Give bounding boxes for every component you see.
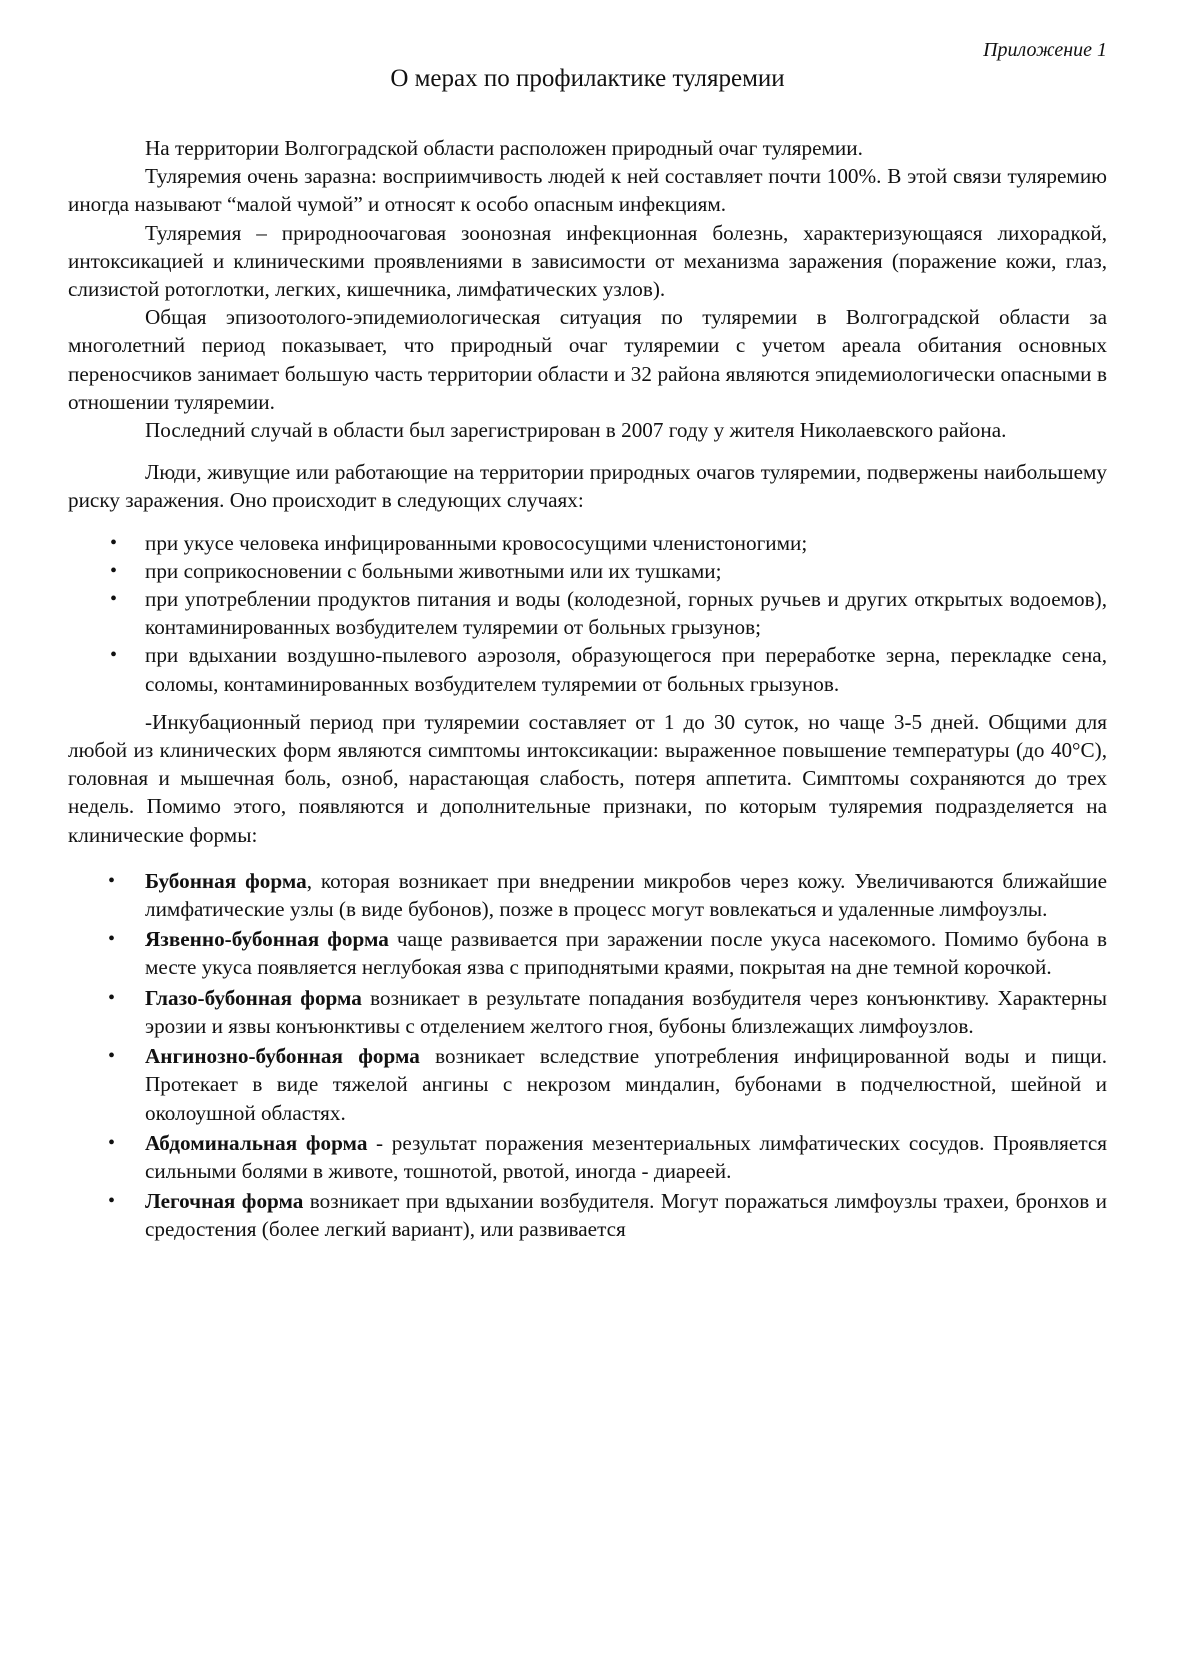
form-term: Абдоминальная форма: [145, 1130, 368, 1155]
form-term: Легочная форма: [145, 1189, 304, 1214]
form-description: - результат поражения мезентериальных лимфатических сосудов. Проявляется сильными болями в животе, тошнотой, рвотой, иногда - диареей.: [145, 1130, 1107, 1183]
bullet-icon: •: [110, 531, 118, 554]
bullet-icon: •: [110, 644, 118, 667]
intro-paragraph-2: Туляремия очень заразна: восприимчивость людей к ней составляет почти 100%. В этой связи туляремию иногда называют “малой чумой” и относят к особо опасным инфекциям.: [68, 164, 1107, 217]
document-title: О мерах по профилактике туляремии: [390, 65, 785, 92]
form-description: чаще развивается при заражении после укуса насекомого. Помимо бубона в месте укуса появляется неглубокая язва с приподнятыми краями, покрытая на дне темной корочкой.: [145, 927, 1107, 980]
clinical-forms-list: [68, 867, 1107, 1244]
bullet-icon: •: [108, 928, 116, 951]
list-item: [68, 925, 1107, 981]
form-term: Глазо-бубонная форма: [145, 985, 362, 1010]
list-item-text: при употреблении продуктов питания и воды (колодезной, горных ручьев и других открытых водоемов), контаминированных возбудителем туляремии от больных грызунов;: [145, 587, 1107, 640]
appendix-label: Приложение 1: [983, 39, 1107, 61]
list-item: [68, 1042, 1107, 1127]
bullet-icon: •: [110, 559, 118, 582]
bullet-icon: •: [108, 1131, 116, 1154]
bullet-icon: •: [108, 1190, 116, 1213]
intro-paragraph-1: На территории Волгоградской области расположен природный очаг туляремии.: [145, 136, 863, 160]
risk-paragraph: Люди, живущие или работающие на территории природных очагов туляремии, подвержены наибольшему риску заражения. Оно происходит в следующих случаях:: [68, 460, 1107, 513]
bullet-icon: •: [108, 869, 116, 892]
form-description: возникает при вдыхании возбудителя. Могут поражаться лимфоузлы трахеи, бронхов и средостения (более легкий вариант), или развивается: [145, 1189, 1107, 1242]
form-term: Ангинозно-бубонная форма: [145, 1044, 420, 1069]
list-item: [68, 529, 1107, 557]
form-description: возникает вследствие употребления инфицированной воды и пищи. Протекает в виде тяжелой ангины с некрозом миндалин, бубонами в подчелюстной, шейной и околоушной областях.: [145, 1044, 1108, 1125]
form-description: возникает в результате попадания возбудителя через конъюнктиву. Характерны эрозии и язвы конъюнктивы с отделением желтого гноя, бубоны близлежащих лимфоузлов.: [145, 985, 1107, 1038]
bullet-icon: •: [110, 588, 118, 611]
bullet-icon: •: [108, 986, 116, 1009]
infection-routes-list: [68, 529, 1107, 698]
list-item: [68, 585, 1107, 641]
list-item: [68, 1129, 1107, 1185]
bullet-icon: •: [108, 1045, 116, 1068]
form-description: , которая возникает при внедрении микробов через кожу. Увеличиваются ближайшие лимфатические узлы (в виде бубонов), позже в процесс могут вовлекаться и удаленные лимфоузлы.: [145, 868, 1107, 922]
list-item-text: при вдыхании воздушно-пылевого аэрозоля, образующегося при переработке зерна, перекладке сена, соломы, контаминированных возбудителем туляремии от больных грызунов.: [145, 643, 1107, 696]
incubation-paragraph: -Инкубационный период при туляремии составляет от 1 до 30 суток, но чаще 3-5 дней. Общими для любой из клинических форм являются симптомы интоксикации: выраженное повышение температуры (до 40°С), головная и мышечная боль, озноб, нарастающая слабость, потеря аппетита. Симптомы сохраняются до трех недель. Помимо этого, появляются и дополнительные признаки, по которым туляремия подразделяется на клинические формы:: [68, 709, 1107, 847]
list-item: [68, 1187, 1107, 1243]
list-item: [68, 867, 1107, 923]
document-body: [68, 134, 1107, 1254]
intro-paragraph-4: Общая эпизоотолого-эпидемиологическая ситуация по туляремии в Волгоградской области за многолетний период показывает, что природный очаг туляремии с учетом ареала обитания основных переносчиков занимает большую часть территории области и 32 района являются эпидемиологически опасными в отношении туляремии.: [68, 305, 1107, 414]
list-item-text: при укусе человека инфицированными кровососущими членистоногими;: [145, 530, 808, 555]
list-item: [68, 557, 1107, 585]
form-term: Язвенно-бубонная форма: [145, 927, 389, 952]
list-item: [68, 641, 1107, 697]
form-term: Бубонная форма: [145, 868, 307, 893]
intro-paragraph-5: Последний случай в области был зарегистрирован в 2007 году у жителя Николаевского района.: [145, 418, 1007, 443]
list-item: [68, 984, 1107, 1040]
intro-paragraph-3: Туляремия – природноочаговая зоонозная инфекционная болезнь, характеризующаяся лихорадкой, интоксикацией и клиническими проявлениями в зависимости от механизма заражения (поражение кожи, глаз, слизистой ротоглотки, легких, кишечника, лимфатических узлов).: [68, 220, 1107, 302]
list-item-text: при соприкосновении с больными животными или их тушками;: [145, 558, 722, 583]
